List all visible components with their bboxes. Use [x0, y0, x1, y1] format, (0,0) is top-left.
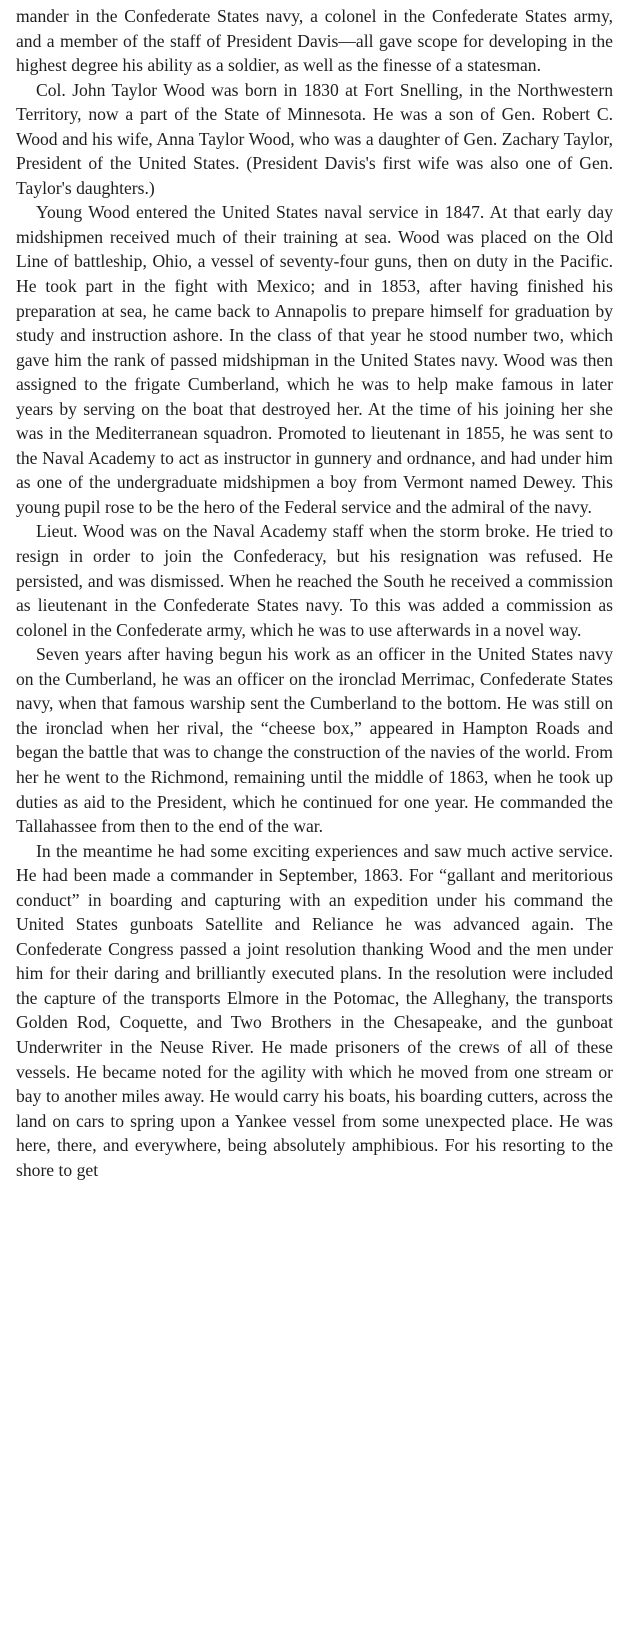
- paragraph-exploits: In the meantime he had some exciting experiences and saw much active service. He had been made a commander in September, 1863. For “gallant and meritorious conduct” in boarding and capturing with an expedition under his command the United States gunboats Satellite and Reliance he was advanced again. The Confederate Congress passed a joint resolution thanking Wood and the men under him for their daring and brilliantly executed plans. In the resolution were included the capture of the transports Elmore in the Potomac, the Alleghany, the transports Golden Rod, Coquette, and Two Brothers in the Chesapeake, and the gunboat Underwriter in the Neuse River. He made prisoners of the crews of all of these vessels. He became noted for the agility with which he moved from one stream or bay to another miles away. He would carry his boats, his boarding cutters, across the land on cars to spring upon a Yankee vessel from some unexpected place. He was here, there, and everywhere, being absolutely amphibious. For his resorting to the shore to get: [16, 840, 613, 1180]
- paragraph-resignation: Lieut. Wood was on the Naval Academy staff when the storm broke. He tried to resign in order to join the Confederacy, but his resignation was refused. He persisted, and was dismissed. When he reached the South he received a commission as lieutenant in the Confederate States navy. To this was added a commission as colonel in the Confederate army, which he was to use afterwards in a novel way.: [16, 521, 613, 640]
- paragraph-merrimac-service: Seven years after having begun his work as an officer in the United States navy on the Cumberland, he was an officer on the ironclad Merrimac, Confederate States navy, when that famous warship sent the Cumberland to the bottom. He was still on the ironclad when her rival, the “cheese box,” appeared in Hampton Roads and began the battle that was to change the construction of the navies of the world. From her he went to the Richmond, remaining until the middle of 1863, when he took up duties as aid to the President, which he continued for one year. He commanded the Tallahassee from then to the end of the war.: [16, 644, 613, 837]
- paragraph-staff-roles: mander in the Confederate States navy, a colonel in the Confederate States army, and a member of the staff of President Davis—all gave scope for developing in the highest degree his ability as a soldier, as well as the finesse of a statesman.: [16, 6, 613, 76]
- document-page: [16, 4, 613, 1182]
- paragraph-naval-career: Young Wood entered the United States naval service in 1847. At that early day midshipmen received much of their training at sea. Wood was placed on the Old Line of battleship, Ohio, a vessel of seventy-four guns, then on duty in the Pacific. He took part in the fight with Mexico; and in 1853, after having finished his preparation at sea, he came back to Annapolis to prepare himself for graduation by study and instruction ashore. In the class of that year he stood number two, which gave him the rank of passed midshipman in the United States navy. Wood was then assigned to the frigate Cumberland, which he was to help make famous in later years by serving on the boat that destroyed her. At the time of his joining her she was in the Mediterranean squadron. Promoted to lieutenant in 1855, he was sent to the Naval Academy to act as instructor in gunnery and ordnance, and had under him as one of the undergraduate midshipmen a boy from Vermont named Dewey. This young pupil rose to be the hero of the Federal service and the admiral of the navy.: [16, 202, 613, 517]
- paragraph-birth-family: Col. John Taylor Wood was born in 1830 at Fort Snelling, in the Northwestern Territory, now a part of the State of Minnesota. He was a son of Gen. Robert C. Wood and his wife, Anna Taylor Wood, who was a daughter of Gen. Zachary Taylor, President of the United States. (President Davis's first wife was also one of Gen. Taylor's daughters.): [16, 79, 613, 198]
